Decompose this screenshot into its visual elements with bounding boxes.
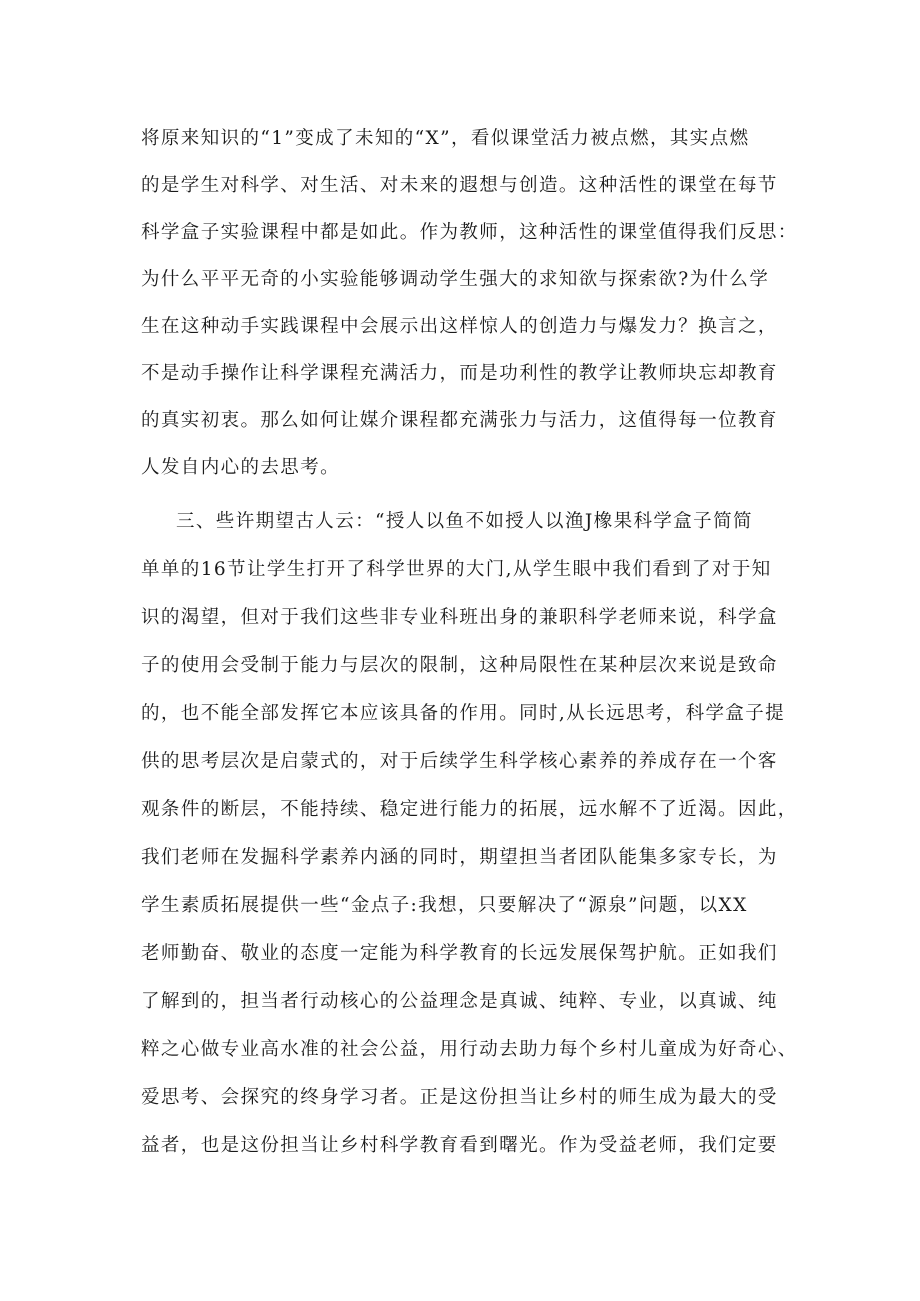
text-line: 学生素质拓展提供一些“金点子:我想，只要解决了“源泉”问题，以XX: [141, 895, 748, 916]
text-line: 我们老师在发掘科学素养内涵的同时，期望担当者团队能集多家专长，为: [141, 847, 778, 868]
text-line: 的，也不能全部发挥它本应该具备的作用。同时,从长远思考，科学盒子提: [141, 703, 786, 724]
text-line: 子的使用会受制于能力与层次的限制，这种局限性在某种层次来说是致命: [141, 655, 778, 676]
text-line: 的是学生对科学、对生活、对未来的遐想与创造。这种活性的课堂在每节: [141, 175, 778, 196]
text-line: 了解到的，担当者行动核心的公益理念是真诚、纯粹、专业，以真诚、纯: [141, 991, 778, 1012]
text-line: 供的思考层次是启蒙式的，对于后续学生科学核心素养的养成存在一个客: [141, 751, 778, 772]
text-line: 观条件的断层，不能持续、稳定进行能力的拓展，远水解不了近渴。因此，: [141, 799, 798, 820]
text-line: 生在这种动手实践课程中会展示出这样惊人的创造力与爆发力？换言之，: [141, 316, 778, 337]
text-line: 将原来知识的“1”变成了未知的“X”，看似课堂活力被点燃，其实点燃: [141, 128, 750, 149]
paragraph-first-line: 三、些许期望古人云：“授人以鱼不如授人以渔J橡果科学盒子简简: [176, 511, 753, 532]
text-line: 爱思考、会探究的终身学习者。正是这份担当让乡村的师生成为最大的受: [141, 1087, 778, 1108]
text-line: 科学盒子实验课程中都是如此。作为教师，这种活性的课堂值得我们反思：: [141, 222, 798, 243]
text-line: 不是动手操作让科学课程充满活力，而是功利性的教学让教师块忘却教育: [141, 363, 778, 384]
text-line: 益者，也是这份担当让乡村科学教育看到曙光。作为受益老师，我们定要: [141, 1135, 778, 1156]
text-line: 人发自内心的去思考。: [141, 457, 341, 478]
text-line: 识的渴望，但对于我们这些非专业科班出身的兼职科学老师来说，科学盒: [141, 607, 778, 628]
text-line: 单单的16节让学生打开了科学世界的大门,从学生眼中我们看到了对于知: [141, 559, 772, 580]
text-line: 为什么平平无奇的小实验能够调动学生强大的求知欲与探索欲?为什么学: [141, 269, 770, 290]
text-line: 的真实初衷。那么如何让媒介课程都充满张力与活力，这值得每一位教育: [141, 410, 778, 431]
text-line: 老师勤奋、敬业的态度一定能为科学教育的长远发展保驾护航。正如我们: [141, 943, 778, 964]
text-line: 粹之心做专业高水准的社会公益，用行动去助力每个乡村儿童成为好奇心、: [141, 1039, 798, 1060]
